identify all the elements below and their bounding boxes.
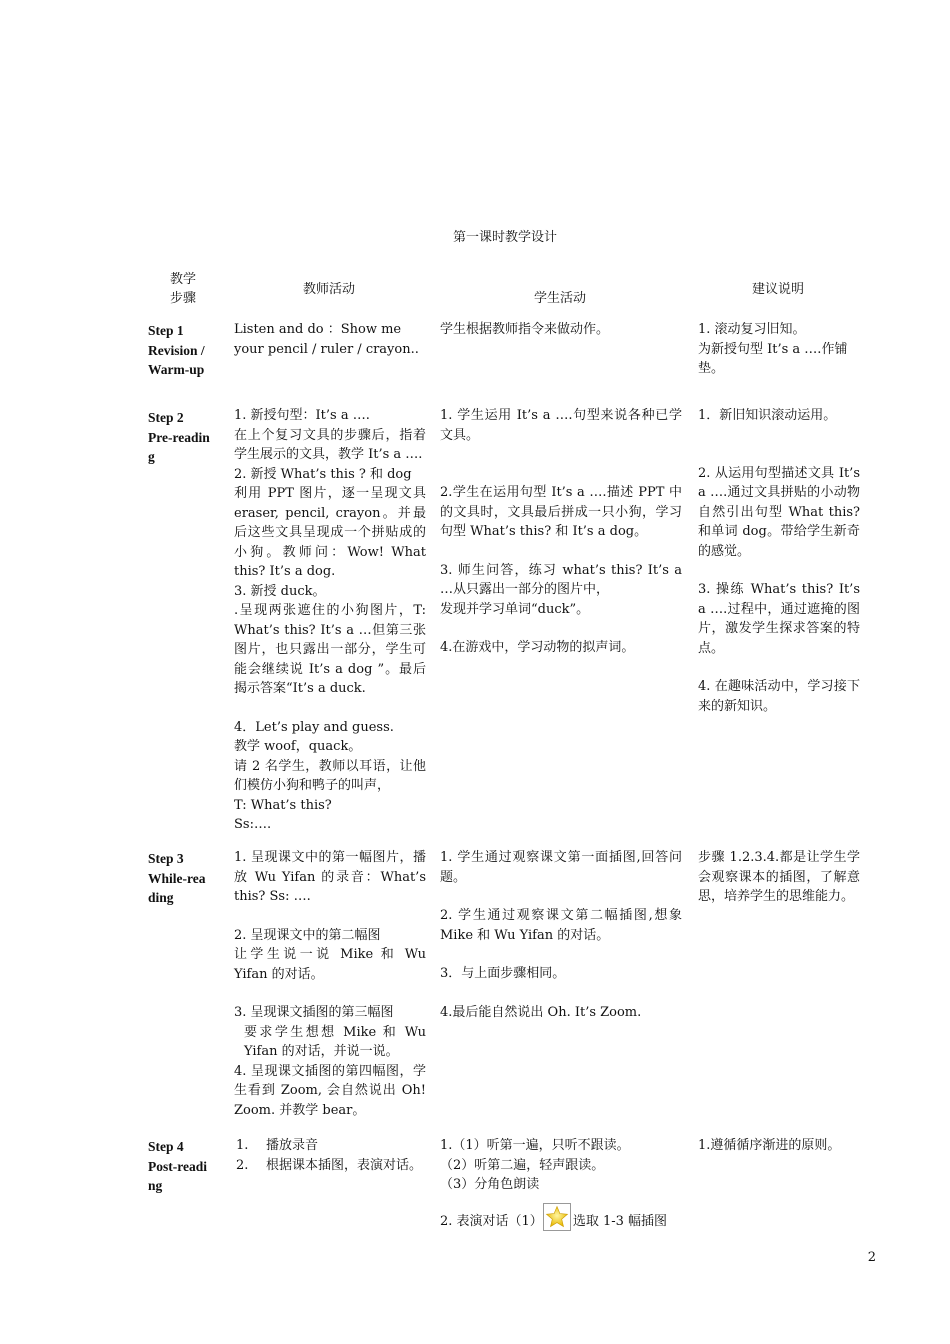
step-line: g [148,449,155,464]
teacher-text: 让学生说一说 Mike 和 Wu Yifan 的对话。 [234,947,426,982]
student-text: 4.在游戏中，学习动物的拟声词。 [440,640,635,655]
step-4-note [698,1136,860,1156]
step-line: ding [148,890,174,905]
note-text: 1. 滚动复习旧知。 [698,322,806,337]
teacher-text: 2. 呈现课文中的第二幅图 [234,927,381,943]
note-text: 1.遵循循序渐进的原则。 [698,1138,841,1153]
note-text: 2. 从运用句型描述文具 It’s a ….通过文具拼贴的小动物自然引出句型 What this? 和单词 dog。带给学生新奇的感觉。 [698,465,860,559]
list-item [236,1156,426,1176]
document-title: 第一课时教学设计 [452,230,557,245]
step-1-note [698,320,860,379]
step-1-student [440,320,685,340]
step-1-label [148,321,223,380]
header-student: 学生活动 [533,291,586,306]
step-4-teacher [236,1136,426,1175]
teacher-text: T: What’s this? [234,797,332,813]
step-line: While-rea [148,870,206,886]
teacher-text: 播放录音 [266,1138,319,1153]
student-text: 1. 学生通过观察课文第一面插图,回答问题。 [440,850,682,885]
step-line: ng [148,1178,163,1193]
teacher-text: 3. 新授 duck。 [234,583,326,599]
step-3-label [148,849,220,908]
step-1-teacher [234,320,426,359]
teacher-text: 利用 PPT 图片，逐一呈现文具 eraser, pencil, crayon。并最后这些文具呈现成一个拼贴成的小狗。教师问：Wow! What this? It’s a dog. [234,486,426,579]
student-text: 1.（1）听第一遍，只听不跟读。 [440,1138,630,1153]
student-text: 1. 学生运用 It’s a ….句型来说各种已学文具。 [440,408,682,443]
step-2-student [440,406,682,658]
list-item [236,1136,426,1156]
teacher-text: 根据课本插图，表演对话。 [266,1157,423,1173]
student-text: 4.最后能自然说出 Oh. It’s Zoom. [440,1004,642,1020]
header-step-line1: 教学 [169,272,196,287]
teacher-text: 在上个复习文具的步骤后，指着学生展示的文具，教学 It’s a …. [234,427,426,462]
student-text: 3. 师生问答，练习 what’s this? It’s a …从只露出一部分的图片中， [440,562,682,597]
teacher-text: 1. 呈现课文中的第一幅图片，播放 Wu Yifan 的录音：What’s this? Ss: …. [234,850,426,904]
student-text: 学生根据教师指令来做动作。 [440,322,610,337]
step-line: Warm-up [148,362,205,377]
teacher-text: 1. 新授句型：It’s a …. [234,408,370,423]
teacher-text: Listen and do ：Show me your pencil / ruler / crayon.. [234,322,419,357]
note-text: 为新授句型 It’s a ….作铺垫。 [698,341,848,376]
student-text: 选取 1-3 幅插图 [572,1213,668,1229]
step-3-student [440,848,682,1022]
student-text-with-icon [440,1203,700,1232]
header-teacher: 教师活动 [302,282,355,297]
step-4-student [440,1136,700,1231]
teacher-text: 要求学生想想 Mike 和 Wu Yifan 的对话，并说一说。 [244,1024,426,1059]
step-line: Step 2 [148,410,184,425]
step-line: Step 4 [148,1139,184,1154]
student-text: 3．与上面步骤相同。 [440,966,566,981]
teacher-text: .呈现两张遮住的小狗图片，T: What’s this? It’s a …但第三张图片，也只露出一部分，学生可能会继续说 It’s a dog ”。最后揭示答案“It’s a duck. [234,603,426,696]
student-text: 2.学生在运用句型 It’s a ….描述 PPT 中的文具时，文具最后拼成一只小狗，学习句型 What’s this? 和 It’s a dog。 [440,485,682,539]
step-line: Revision / [148,342,205,358]
student-text: （2）听第二遍，轻声跟读。 [440,1157,605,1173]
star-icon [543,1203,571,1231]
student-text: 发现并学习单词“duck”。 [440,601,590,617]
step-line: Step 3 [148,851,184,866]
step-4-label [148,1137,220,1196]
teacher-text: 4．Let’s play and guess. [234,719,394,735]
teacher-text: 3. 呈现课文插图的第三幅图 [234,1005,394,1020]
student-text: 2. 学生通过观察课文第二幅插图,想象 Mike 和 Wu Yifan 的对话。 [440,908,682,943]
note-text: 1．新旧知识滚动运用。 [698,408,837,423]
header-step-line2: 步骤 [169,291,196,306]
step-3-teacher [234,848,426,1120]
teacher-text: 4. 呈现课文插图的第四幅图，学生看到 Zoom, 会自然说出 Oh! Zoom. 并教学 bear。 [234,1063,426,1118]
header-note: 建议说明 [751,282,804,297]
step-line: Step 1 [148,323,184,338]
teacher-text: 2. 新授 What’s this ? 和 dog [234,466,412,482]
note-text: 4. 在趣味活动中，学习接下来的新知识。 [698,679,860,714]
note-text: 3. 操练 What’s this? It’s a ….过程中，通过遮掩的图片，激发学生探求答案的特点。 [698,582,860,656]
step-2-note [698,406,860,716]
teacher-text: 请 2 名学生，教师以耳语，让他们模仿小狗和鸭子的叫声， [234,758,426,793]
student-text: 2. 表演对话（1） [440,1213,543,1229]
step-3-note [698,848,860,907]
list-number: 2. [236,1157,249,1173]
teacher-text: 教学 woof，quack。 [234,739,362,754]
list-number: 1. [236,1138,249,1153]
teacher-text: Ss:…. [234,817,272,832]
step-line: Post-readi [148,1158,207,1174]
step-line: Pre-readin [148,429,210,445]
header-step [148,270,218,308]
step-2-teacher [234,406,426,835]
note-text: 步骤 1.2.3.4.都是让学生学会观察课本的插图，了解意思，培养学生的思维能力。 [698,850,860,904]
step-2-label [148,408,220,467]
page-number: 2 [867,1250,876,1265]
student-text: （3）分角色朗读 [440,1177,540,1192]
